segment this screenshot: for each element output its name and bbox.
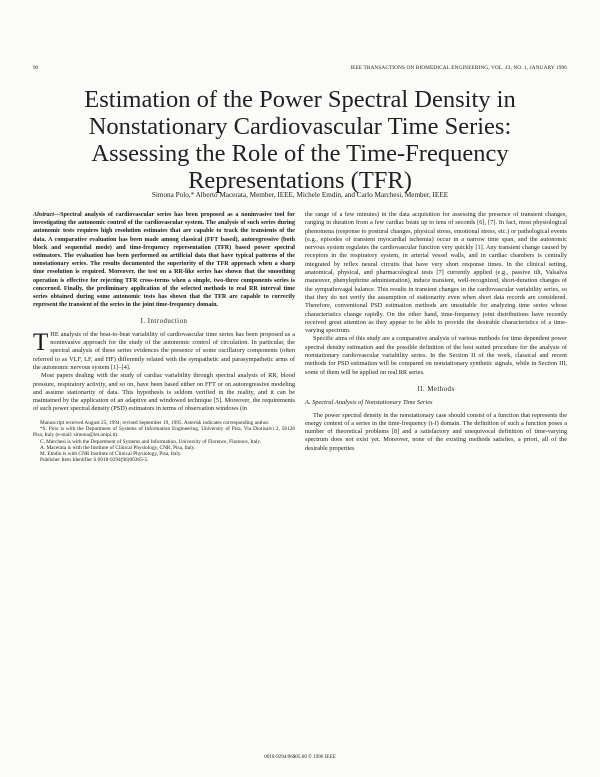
intro-paragraph-2: Most papers dealing with the study of cardiac variability through spectral analysis of RR, blood pressure, respiratory activity, and so on, have been based either on FFT or on autoregressive modeling and assume stationarity of data. This hypothesis is seldom verified in the reality, and it can be maintained by the application of an adaptive and windowed technique [5]. Moreover, the requirements of such power spectral density (PSD) estimators in terms of observation windows (in [33, 372, 295, 413]
footnote: Publisher Item Identifier S 0018-9294(96)00365-5. [40, 457, 149, 464]
page-number: 90 [33, 66, 38, 71]
intro-paragraph-1: THE analysis of the beat-to-beat variability of cardiovascular time series has been proposed as a noninvasive approach for the study of the autonomic control of circulation. In particular, the spectral analysis of these series evidences the presence of some oscillatory components (often referred to as VLF, LF, and HF) differently related with the sympathetic and parasympathetic arms of the autonomic nervous system [1]–[4]. [33, 328, 295, 371]
footnotes [33, 420, 295, 464]
page-footer: 0018-9294/96$05.00 © 1996 IEEE [264, 754, 336, 760]
abstract-lead: Abstract— [33, 212, 61, 218]
body-paragraph-1: the range of a few minutes) in the data acquisition for assessing the presence of transient changes, ranging in duration from a few cardiac beats up to tens of seconds [6], [7]. In fact, most physiological phenomena (response to postural changes, physical stress, emotional stress, etc.) or pathological events (e.g., episodes of transient myocardial ischemia) occur in a narrow time span, and the autonomic nervous system regulates the cardiovascular function very quickly [1]. Any transient change caused by receptors in the respiratory system, in arterial vessel walls, and in cardiac chambers is centrally integrated by reflex neural circuits that have very short response times. In the clinical setting, anatomical, physical, and pharmacological tests [7] currently applied (e.g., passive tilt, Valsalva maneuver, phenylephrine administration), induce transient, well-recognized, short-duration changes of the sympathovagal balance. This results in transient changes in the cardiovascular variability series, so that they do not verify the assumption of stationarity even when short data records are considered. Therefore, conventional PSD estimation methods are unsuitable for analyzing time series whose characteristics change rapidly. On the other hand, time-frequency joint distributions have recently received great attention as they appear to be able to provide the desirable characteristics of a time-varying spectrum. [305, 211, 567, 335]
left-column [33, 211, 295, 464]
abstract [33, 211, 295, 309]
abstract-text: Spectral analysis of cardiovascular series has been proposed as a noninvasive tool for investigating the autonomic control of the cardiovascular system. The analysis of such series during autonomic tests requires high resolution estimates that are capable to track the transients of the data. A comparative evaluation has been made among classical (FFT based), autoregressive (both block and sequential mode) and time-frequency representation (TFR) based power spectral estimators. The evaluation has been performed on artificial data that have typical patterns of the nonstationary series. The results documented the superiority of the TFR approach when a sharp time resolution is required. Moreover, the test on a RR-like series has shown that the smoothing operation is effective for rejecting TFR cross-terms when a simple, two-three components series is concerned. Finally, the preliminary application of the selected methods to real RR interval time series obtained during some autonomic tests has shown that the TFR are capable to correctly represent the transient of the series in the joint time-frequency domain. [33, 212, 295, 309]
paper-title: Estimation of the Power Spectral Density in Nonstationary Cardiovascular Time Series: Assessing the Role of the Time-Frequency Representations (TFR) [84, 86, 516, 194]
subsection-heading: A. Spectral Analysis of Nonstationary Time Series [305, 399, 433, 407]
footnote: Manuscript received August 25, 1994; revised September 19, 1995. Asterisk indicates corresponding author. [40, 419, 270, 426]
section-heading-methods: II. Methods [417, 385, 455, 393]
section-heading-introduction: I. Introduction [140, 318, 188, 326]
footnote: M. Emdin is with CNR Institute of Clinical Physiology, Pisa, Italy. [40, 451, 182, 458]
footnote: C. Marchesi is with the Department of Systems and Information, University of Florence, Florence, Italy. [40, 438, 262, 445]
right-column [305, 211, 567, 453]
footnote: A. Macerata is with the Institute of Clinical Physiology, CNR, Pisa, Italy. [40, 444, 196, 451]
body-paragraph-3: The power spectral density in the nonstationary case should consist of a function that represents the energy content of a series in the time-frequency (t-f) domain. The definition of such a function poses a number of theoretical problems [8] and a satisfactory and unequivocal definition of time-varying spectrum does not exist yet. Moreover, none of the existing methods satisfies, a priori, all of the desirable properties [305, 411, 567, 452]
footnote: *S. Polo is with the Department of Systems of Information Engineering, University of Pisa, Via Diotisalvi 2, 56126 Pisa, Italy (e-mail: simona@iet.unipi.it). [33, 426, 295, 439]
running-head: IEEE TRANSACTIONS ON BIOMEDICAL ENGINEERING, VOL. 43, NO. 1, JANUARY 1996 [350, 65, 567, 71]
author-list: Simona Polo,* Alberto Macerata, Member, IEEE, Michele Emdin, and Carlo Marchesi, Member, IEEE [151, 191, 449, 199]
body-paragraph-2: Specific aims of this study are a comparative analysis of various methods for time dependent power spectral density estimation and the possible definition of the best suited procedure for the analysis of nonstationary cardiovascular variability series. In the Section II of the work, classical and recent methods for PSD estimation will be compared on nonstationary synthetic signals, while in Section III, some of them will be applied on real RR series. [305, 335, 567, 376]
